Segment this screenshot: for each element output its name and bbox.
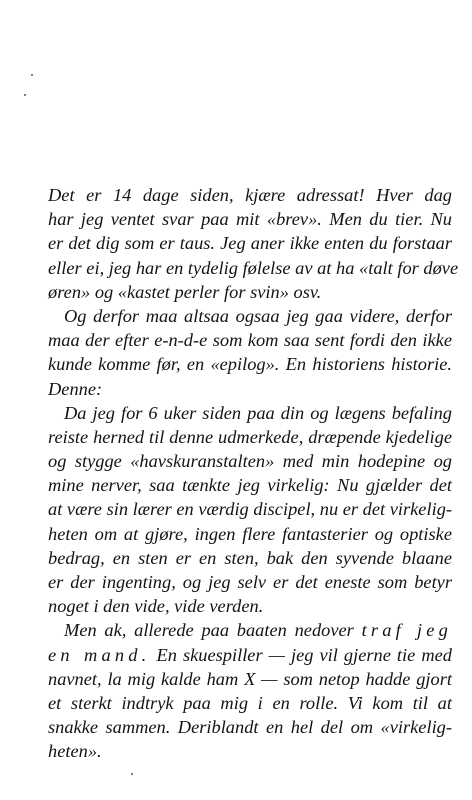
text-segment: Men ak, allerede paa baaten nedover — [64, 620, 354, 641]
text-line: og stygge «havskuranstalten» med min hodepine og — [48, 451, 452, 472]
text-line: Og derfor maa altsaa ogsaa jeg gaa videre, derfor — [64, 305, 452, 326]
text-line: et sterkt indtryk paa mig i en rolle. Vi kom til at — [48, 692, 452, 713]
paper-speck — [24, 94, 26, 96]
text-line — [48, 643, 452, 667]
text-segment: En skuespiller — jeg vil gjerne tie med — [156, 644, 452, 665]
text-line — [48, 618, 452, 642]
paragraph-1 — [48, 183, 459, 304]
text-line: heten om at gjøre, ingen flere fantasterier og optiske — [48, 523, 452, 544]
text-line: snakke sammen. Deriblandt en hel del om «virkelig- — [48, 717, 452, 738]
text-line: øren» og «kastet perler for svin» osv. — [48, 281, 322, 302]
text-line: er det dig som er taus. Jeg aner ikke enten du forstaar — [48, 233, 452, 254]
paragraph-3 — [48, 401, 452, 619]
paper-speck — [31, 74, 33, 76]
text-line: Da jeg for 6 uker siden paa din og lægens befaling — [64, 402, 452, 423]
text-line: kunde komme før, en «epilog». En historiens historie. — [48, 354, 452, 375]
text-line: har jeg ventet svar paa mit «brev». Men du tier. Nu — [48, 209, 452, 230]
text-line: at være sin lærer en værdig discipel, nu er det virkelig- — [48, 499, 453, 520]
letter-body — [48, 183, 459, 764]
text-line: navnet, la mig kalde ham X — som netop hadde gjort — [48, 668, 452, 689]
text-line: eller ei, jeg har en tydelig følelse av at ha «talt for døve — [48, 257, 459, 278]
text-line: noget i den vide, vide verden. — [48, 596, 264, 617]
text-line: reiste herned til denne udmerkede, dræpende kjedelige — [48, 426, 452, 447]
paragraph-2 — [48, 304, 452, 401]
text-line: mine nerver, saa tænkte jeg virkelig: Nu gjælder det — [48, 475, 452, 496]
text-line: heten». — [48, 741, 102, 762]
text-line: Denne: — [48, 378, 103, 399]
text-line: er der ingenting, og jeg selv er det eneste som betyr — [48, 572, 452, 592]
paragraph-4 — [48, 618, 452, 763]
spaced-emphasis: en mand. — [48, 644, 151, 665]
text-line: maa der efter e-n-d-e som kom saa sent fordi den ikke — [48, 330, 452, 351]
text-line: bedrag, en sten er en sten, bak den syvende blaane — [48, 547, 452, 568]
paper-speck — [131, 773, 133, 775]
spaced-emphasis: traf jeg — [361, 620, 452, 641]
text-line: Det er 14 dage siden, kjære adressat! Hver dag — [48, 185, 452, 205]
